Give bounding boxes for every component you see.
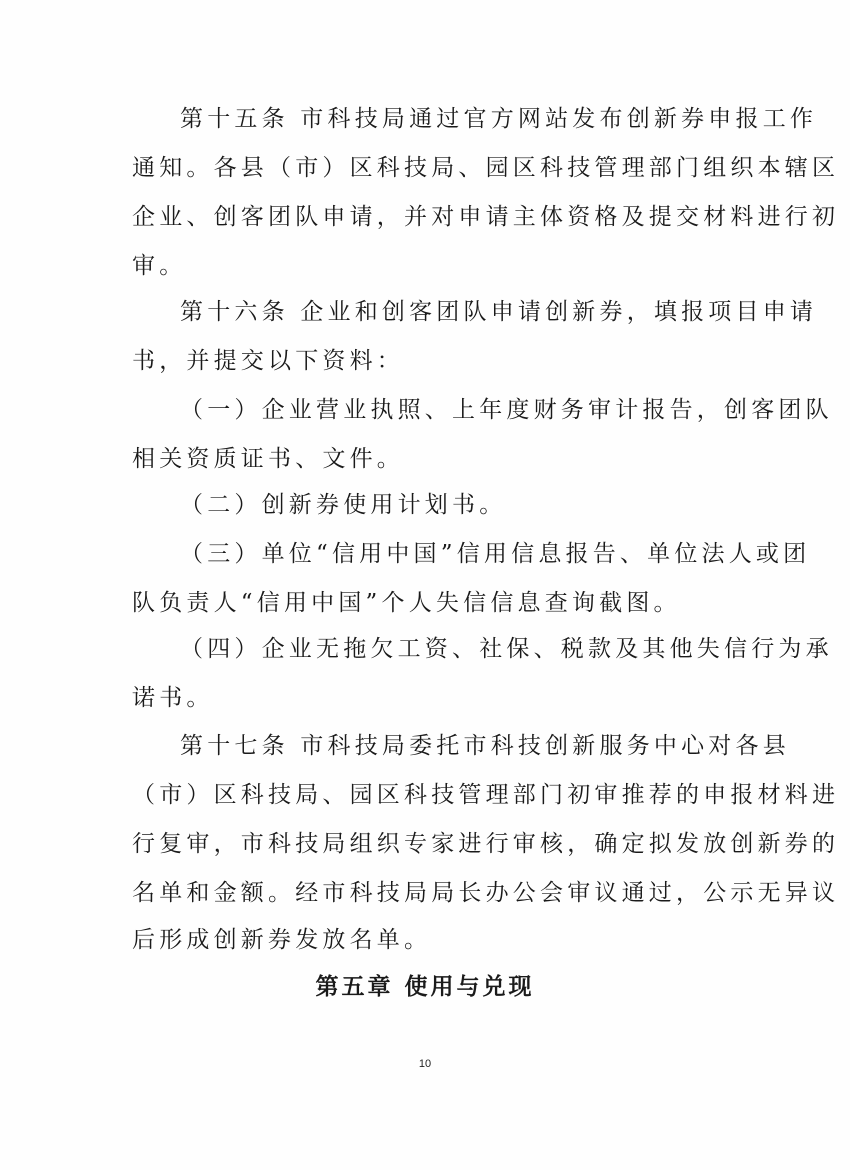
item-3-line-2: 队负责人“信用中国”个人失信信息查询截图。: [132, 590, 681, 616]
item-4-line-1: （四）企业无拖欠工资、社保、税款及其他失信行为承: [180, 636, 833, 662]
chapter-heading: 第五章 使用与兑现: [315, 974, 535, 1000]
article-15-line-3: 企业、创客团队申请，并对申请主体资格及提交材料进行初: [132, 204, 840, 230]
article-16-line-1: 第十六条 企业和创客团队申请创新券，填报项目申请: [180, 299, 818, 325]
article-15-line-2: 通知。各县（市）区科技局、园区科技管理部门组织本辖区: [132, 155, 840, 181]
article-17-line-5: 后形成创新券发放名单。: [132, 927, 432, 953]
article-15-line-1: 第十五条 市科技局通过官方网站发布创新券申报工作: [180, 106, 818, 132]
article-17-line-4: 名单和金额。经市科技局局长办公会审议通过，公示无异议: [132, 880, 840, 906]
article-16-line-2: 书，并提交以下资料：: [132, 348, 404, 374]
item-3-line-1: （三）单位“信用中国”信用信息报告、单位法人或团: [180, 541, 811, 567]
item-2-line-1: （二）创新券使用计划书。: [180, 492, 507, 518]
article-15-line-4: 审。: [132, 253, 187, 279]
article-17-line-3: 行复审，市科技局组织专家进行审核，确定拟发放创新券的: [132, 831, 840, 857]
page-number: 10: [418, 1058, 432, 1070]
item-4-line-2: 诺书。: [132, 685, 214, 711]
item-1-line-1: （一）企业营业执照、上年度财务审计报告，创客团队: [180, 397, 833, 423]
article-17-line-1: 第十七条 市科技局委托市科技创新服务中心对各县: [180, 733, 790, 759]
item-1-line-2: 相关资质证书、文件。: [132, 446, 404, 472]
article-17-line-2: （市）区科技局、园区科技管理部门初审推荐的申报材料进: [132, 782, 840, 808]
